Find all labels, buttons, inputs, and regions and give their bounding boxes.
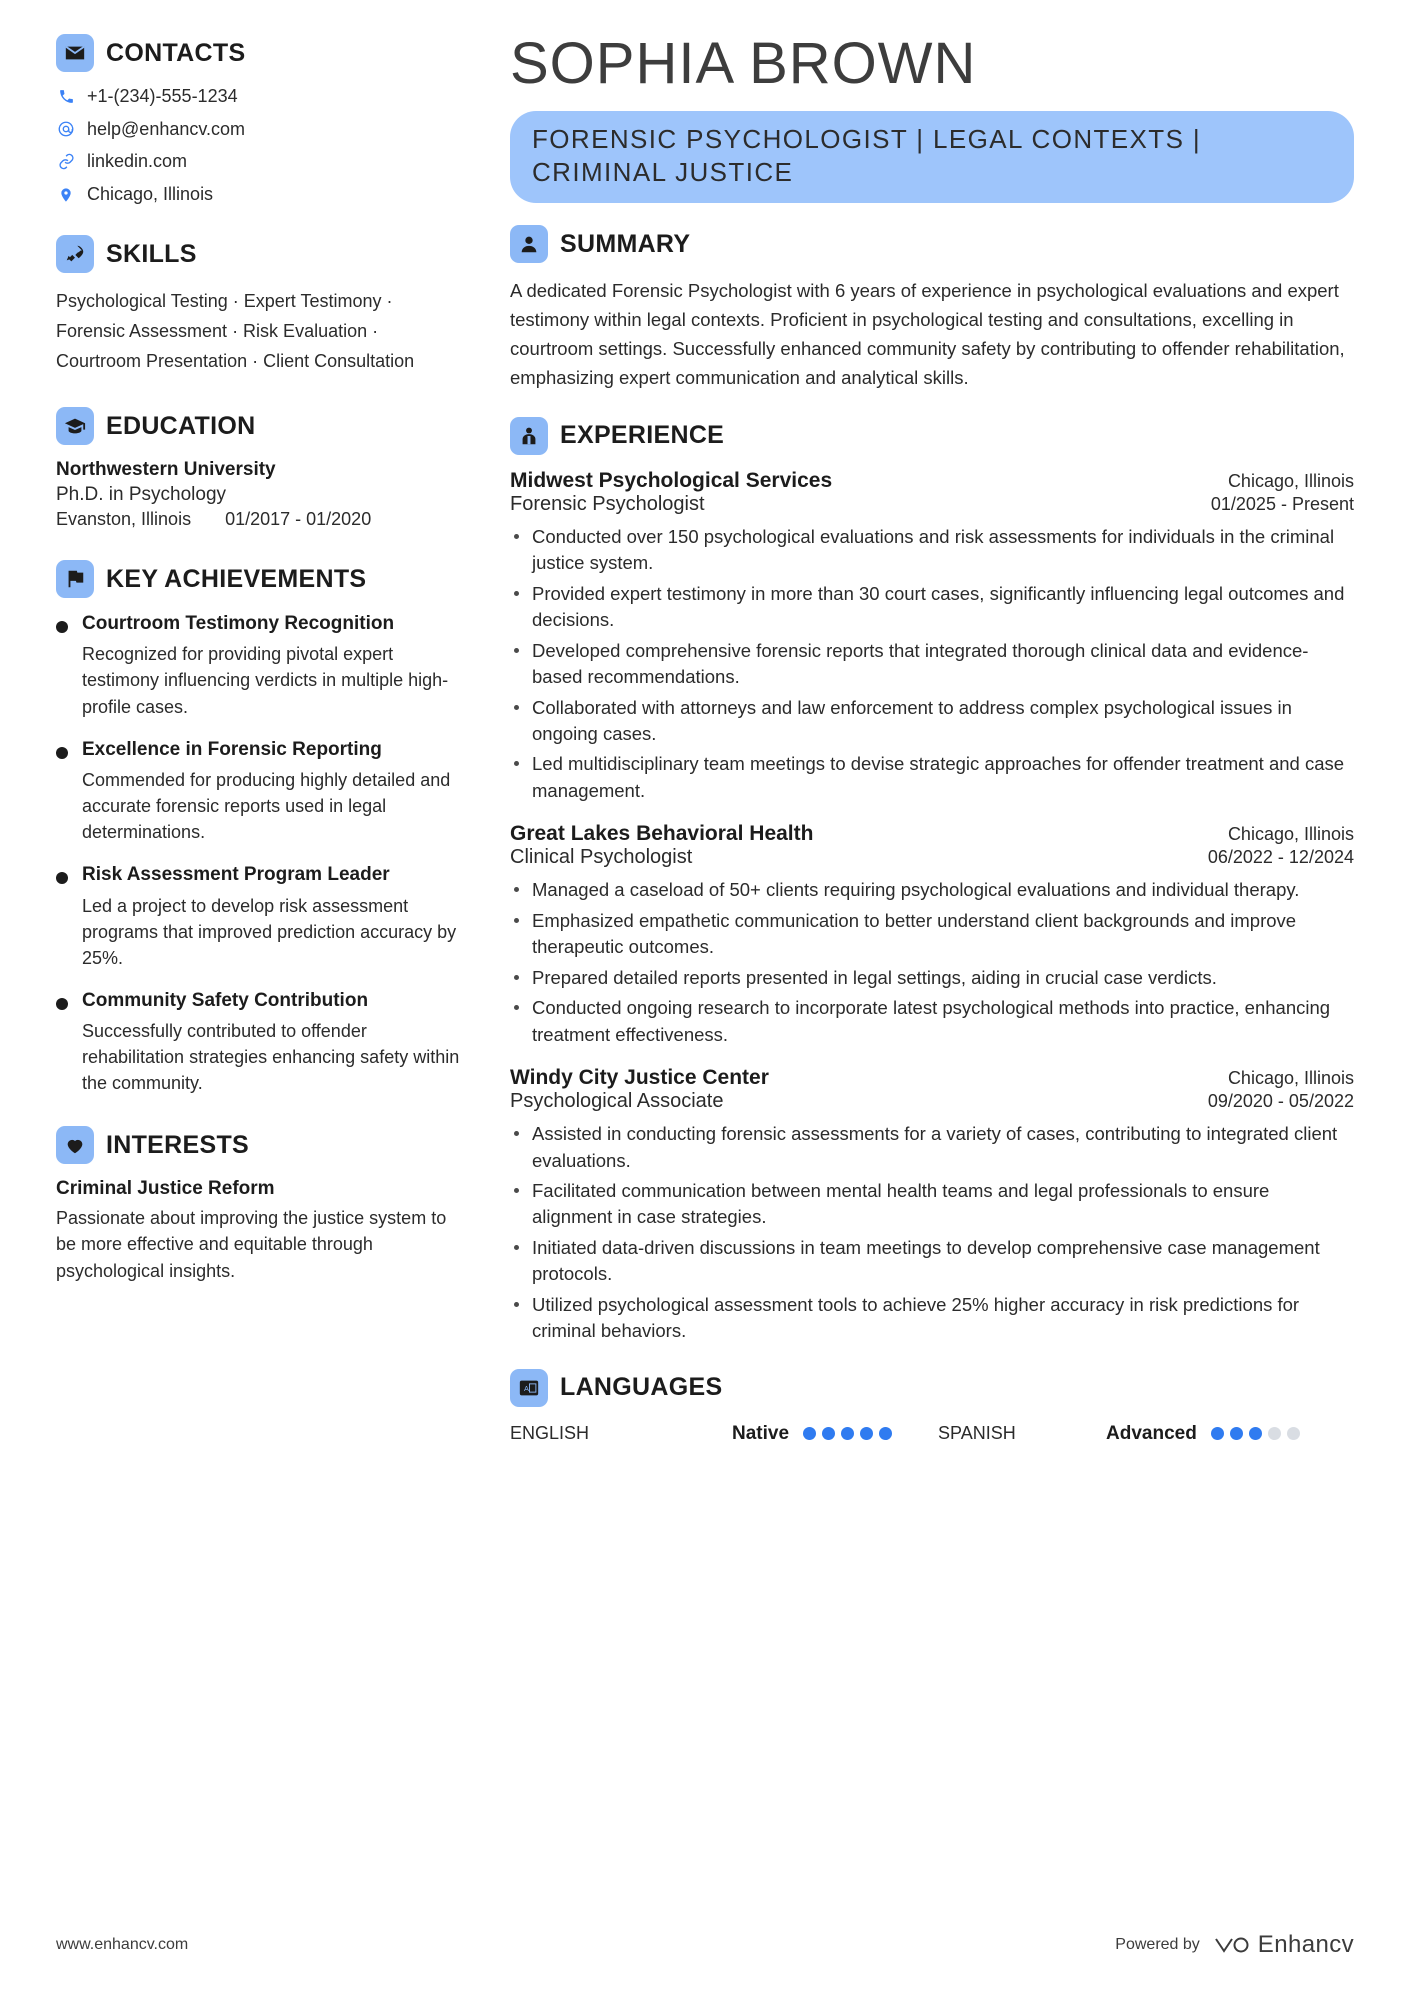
bullet: Conducted ongoing research to incorporate latest psychological methods into practice, enhancing treatment effectiveness. bbox=[510, 995, 1354, 1048]
achievement-item bbox=[56, 863, 464, 971]
enhancv-logo bbox=[1214, 1931, 1354, 1959]
bullet: Facilitated communication between mental health teams and legal professionals to ensure alignment in case strategies. bbox=[510, 1178, 1354, 1231]
summary-heading bbox=[510, 225, 1354, 263]
language-name: ENGLISH bbox=[510, 1423, 590, 1444]
bullet-dot bbox=[56, 872, 68, 884]
languages-row bbox=[510, 1423, 1354, 1445]
achievement-desc: Recognized for providing pivotal expert testimony influencing verdicts in multiple high-profile cases. bbox=[82, 644, 449, 717]
flag-icon bbox=[56, 560, 94, 598]
resume-columns bbox=[56, 31, 1354, 1445]
experience-company: Great Lakes Behavioral Health bbox=[510, 822, 814, 846]
experience-dates: 06/2022 - 12/2024 bbox=[1207, 847, 1354, 868]
experience-entry-header bbox=[510, 1066, 1354, 1090]
location-icon bbox=[56, 186, 76, 204]
link-icon bbox=[56, 153, 76, 170]
rating-dot bbox=[803, 1427, 816, 1440]
bullet: Collaborated with attorneys and law enforcement to address complex psychological issues in ongoing cases. bbox=[510, 695, 1354, 748]
rating-dot bbox=[1249, 1427, 1262, 1440]
experience-dates: 01/2025 - Present bbox=[1210, 493, 1354, 514]
bullet-dot bbox=[56, 747, 68, 759]
bullet: Led multidisciplinary team meetings to devise strategic approaches for offender treatment and case management. bbox=[510, 751, 1354, 804]
section-title: EDUCATION bbox=[106, 411, 256, 440]
footer bbox=[56, 1931, 1354, 1959]
rating-dot bbox=[1268, 1427, 1281, 1440]
language-item-spanish bbox=[938, 1423, 1300, 1445]
experience-bullets bbox=[510, 877, 1354, 1048]
education-entry bbox=[56, 459, 464, 530]
education-meta bbox=[56, 509, 464, 530]
contact-value: help@enhancv.com bbox=[87, 118, 246, 139]
experience-role: Psychological Associate bbox=[510, 1090, 724, 1113]
language-level: Native bbox=[732, 1422, 790, 1444]
section-title: INTERESTS bbox=[106, 1130, 249, 1159]
rating-dot bbox=[1287, 1427, 1300, 1440]
section-skills bbox=[56, 235, 464, 377]
section-education bbox=[56, 407, 464, 530]
language-rating bbox=[1211, 1427, 1300, 1440]
bullet: Assisted in conducting forensic assessments for a variety of cases, contributing to integrated client evaluations. bbox=[510, 1121, 1354, 1174]
section-languages bbox=[510, 1369, 1354, 1445]
rating-dot bbox=[822, 1427, 835, 1440]
education-dates: 01/2017 - 01/2020 bbox=[225, 509, 372, 529]
education-heading bbox=[56, 407, 464, 445]
language-item-english bbox=[510, 1423, 892, 1445]
language-level: Advanced bbox=[1106, 1422, 1197, 1444]
section-title: CONTACTS bbox=[106, 38, 246, 67]
experience-entry-header bbox=[510, 822, 1354, 846]
powered-by-label: Powered by bbox=[1115, 1936, 1200, 1953]
education-school: Northwestern University bbox=[56, 459, 276, 480]
experience-entry bbox=[510, 822, 1354, 1048]
email-icon bbox=[56, 120, 76, 138]
experience-entry-subheader bbox=[510, 493, 1354, 516]
translate-icon bbox=[510, 1369, 548, 1407]
footer-branding bbox=[1115, 1931, 1354, 1959]
contact-link[interactable] bbox=[56, 151, 464, 173]
education-degree: Ph.D. in Psychology bbox=[56, 484, 227, 505]
achievement-item bbox=[56, 989, 464, 1097]
contact-phone[interactable] bbox=[56, 86, 464, 108]
section-title: EXPERIENCE bbox=[560, 421, 725, 450]
job-title-banner: FORENSIC PSYCHOLOGIST | LEGAL CONTEXTS | CRIMINAL JUSTICE bbox=[510, 111, 1354, 204]
section-title: KEY ACHIEVEMENTS bbox=[106, 564, 367, 593]
interest-desc: Passionate about improving the justice system to be more effective and equitable through psychological insights. bbox=[56, 1208, 447, 1281]
envelope-icon bbox=[56, 34, 94, 72]
bullet: Conducted over 150 psychological evaluations and risk assessments for individuals in the criminal justice system. bbox=[510, 524, 1354, 577]
bullet: Managed a caseload of 50+ clients requiring psychological evaluations and individual therapy. bbox=[510, 877, 1354, 903]
section-interests bbox=[56, 1126, 464, 1283]
interest-title: Criminal Justice Reform bbox=[56, 1178, 275, 1200]
contact-location[interactable] bbox=[56, 184, 464, 206]
experience-entry bbox=[510, 1066, 1354, 1345]
experience-company: Midwest Psychological Services bbox=[510, 468, 833, 492]
education-location: Evanston, Illinois bbox=[56, 509, 192, 529]
page-title: SOPHIA BROWN bbox=[510, 31, 977, 96]
achievement-title: Risk Assessment Program Leader bbox=[82, 864, 390, 886]
bullet: Emphasized empathetic communication to better understand client backgrounds and improve therapeutic outcomes. bbox=[510, 908, 1354, 961]
language-rating bbox=[803, 1427, 892, 1440]
experience-entry-header bbox=[510, 469, 1354, 493]
section-experience bbox=[510, 417, 1354, 1345]
achievements-heading bbox=[56, 560, 464, 598]
contact-value: linkedin.com bbox=[87, 151, 188, 172]
bullet-dot bbox=[56, 998, 68, 1010]
experience-entry-subheader bbox=[510, 846, 1354, 869]
bullet: Provided expert testimony in more than 30 court cases, significantly influencing legal outcomes and decisions. bbox=[510, 581, 1354, 634]
rating-dot bbox=[841, 1427, 854, 1440]
bullet: Utilized psychological assessment tools to achieve 25% higher accuracy in risk predictions for criminal behaviors. bbox=[510, 1292, 1354, 1345]
experience-role: Forensic Psychologist bbox=[510, 492, 705, 515]
experience-entry-subheader bbox=[510, 1090, 1354, 1113]
achievement-item bbox=[56, 612, 464, 720]
interests-heading bbox=[56, 1126, 464, 1164]
summary-text: A dedicated Forensic Psychologist with 6 years of experience in psychological evaluations and expert testimony within legal contexts. Proficient in psychological testing and consultations, excelling in courtroom settings. Successfully enhanced community safety by contributing to offender rehabilitation, emphasizing expert communication and analytical skills. bbox=[510, 280, 1345, 388]
bullet: Initiated data-driven discussions in team meetings to develop comprehensive case management protocols. bbox=[510, 1235, 1354, 1288]
section-title: SUMMARY bbox=[560, 229, 691, 258]
bullet: Developed comprehensive forensic reports that integrated thorough clinical data and evidence-based recommendations. bbox=[510, 638, 1354, 691]
experience-company: Windy City Justice Center bbox=[510, 1066, 769, 1090]
achievement-desc: Successfully contributed to offender rehabilitation strategies enhancing safety within the community. bbox=[82, 1021, 460, 1094]
rating-dot bbox=[1211, 1427, 1224, 1440]
experience-role: Clinical Psychologist bbox=[510, 846, 693, 869]
languages-heading bbox=[510, 1369, 1354, 1407]
achievement-desc: Led a project to develop risk assessment programs that improved prediction accuracy by 25%. bbox=[82, 895, 457, 968]
svg-text:A: A bbox=[523, 1383, 529, 1393]
footer-url[interactable]: www.enhancv.com bbox=[56, 1936, 189, 1953]
phone-icon bbox=[56, 88, 76, 105]
bullet-dot bbox=[56, 621, 68, 633]
rating-dot bbox=[879, 1427, 892, 1440]
experience-location: Chicago, Illinois bbox=[1227, 1068, 1354, 1089]
achievement-title: Community Safety Contribution bbox=[82, 989, 369, 1011]
briefcase-person-icon bbox=[510, 417, 548, 455]
experience-dates: 09/2020 - 05/2022 bbox=[1207, 1091, 1354, 1112]
brand-name: Enhancv bbox=[1257, 1931, 1354, 1958]
experience-location: Chicago, Illinois bbox=[1227, 470, 1354, 491]
person-icon bbox=[510, 225, 548, 263]
skills-heading bbox=[56, 235, 464, 273]
heart-icon bbox=[56, 1126, 94, 1164]
skills-text: Psychological Testing · Expert Testimony · Forensic Assessment · Risk Evaluation · Courtroom Presentation · Client Consultation bbox=[56, 291, 415, 372]
contact-list bbox=[56, 86, 464, 205]
logo-mark bbox=[1214, 1934, 1250, 1956]
experience-heading bbox=[510, 417, 1354, 455]
section-achievements bbox=[56, 560, 464, 1096]
section-title: SKILLS bbox=[106, 239, 197, 268]
contact-value: +1-(234)-555-1234 bbox=[87, 86, 238, 106]
main-content bbox=[486, 31, 1354, 1445]
achievement-title: Courtroom Testimony Recognition bbox=[82, 613, 395, 634]
achievement-item bbox=[56, 738, 464, 846]
section-title: LANGUAGES bbox=[560, 1373, 723, 1402]
bullet: Prepared detailed reports presented in legal settings, aiding in crucial case verdicts. bbox=[510, 965, 1354, 991]
experience-entry bbox=[510, 469, 1354, 805]
contact-value: Chicago, Illinois bbox=[87, 183, 214, 204]
rating-dot bbox=[860, 1427, 873, 1440]
rocket-icon bbox=[56, 235, 94, 273]
sidebar bbox=[56, 34, 486, 1284]
section-summary bbox=[510, 225, 1354, 392]
language-name: SPANISH bbox=[938, 1423, 1016, 1444]
contact-email[interactable] bbox=[56, 119, 464, 141]
achievement-title: Excellence in Forensic Reporting bbox=[82, 738, 382, 760]
experience-location: Chicago, Illinois bbox=[1227, 824, 1354, 845]
rating-dot bbox=[1230, 1427, 1243, 1440]
experience-bullets bbox=[510, 1121, 1354, 1345]
achievement-desc: Commended for producing highly detailed and accurate forensic reports used in legal determinations. bbox=[82, 769, 451, 843]
section-contacts bbox=[56, 34, 464, 205]
experience-bullets bbox=[510, 524, 1354, 805]
contacts-heading bbox=[56, 34, 464, 72]
graduation-cap-icon bbox=[56, 407, 94, 445]
